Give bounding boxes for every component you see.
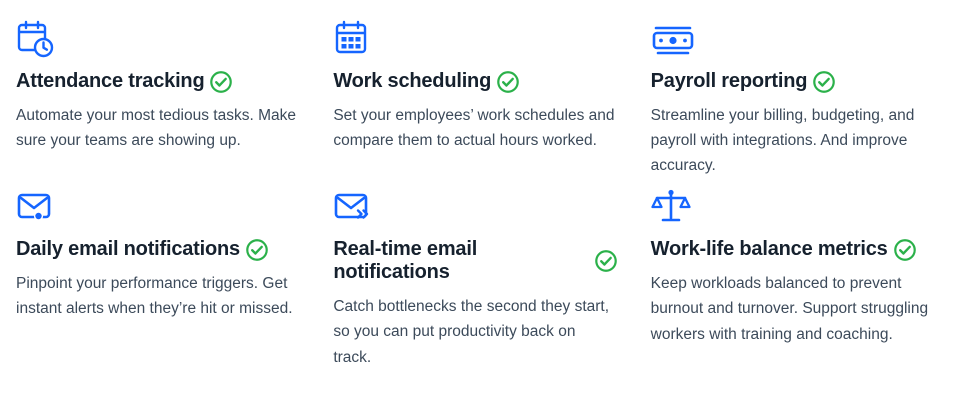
feature-card-real-time-email-notifications [333, 184, 626, 369]
check-circle-icon [210, 71, 232, 93]
money-bill-icon [651, 16, 934, 62]
feature-description: Pinpoint your performance triggers. Get instant alerts when they’re hit or missed. [16, 275, 293, 318]
calendar-grid-icon [333, 16, 616, 62]
feature-title-row [651, 70, 934, 93]
feature-title: Daily email notifications [16, 238, 240, 261]
feature-description: Keep workloads balanced to prevent burnout and turnover. Support struggling workers with training and coaching. [650, 275, 929, 343]
check-circle-icon [813, 71, 835, 93]
feature-title: Work scheduling [333, 70, 492, 92]
check-circle-icon [595, 250, 617, 272]
check-circle-icon [497, 71, 519, 93]
scales-balance-icon [651, 184, 934, 230]
feature-card-daily-email-notifications [16, 184, 309, 369]
feature-description: Catch bottlenecks the second they start, so you can put productivity back on track. [333, 298, 610, 366]
feature-title-row [16, 238, 299, 261]
feature-title-row [16, 70, 299, 93]
feature-card-work-scheduling [333, 16, 626, 178]
check-circle-icon [894, 239, 916, 261]
feature-card-attendance-tracking [16, 16, 309, 178]
feature-title: Work-life balance metrics [650, 238, 888, 261]
feature-title-row [651, 238, 934, 261]
feature-title: Attendance tracking [16, 70, 205, 92]
check-circle-icon [246, 239, 268, 261]
feature-card-payroll-reporting [651, 16, 944, 178]
feature-description: Automate your most tedious tasks. Make sure your teams are showing up. [16, 107, 296, 150]
envelope-dot-icon [16, 184, 299, 230]
feature-description: Streamline your billing, budgeting, and payroll with integrations. And improve accuracy. [650, 107, 915, 175]
feature-title-row [333, 70, 616, 93]
calendar-clock-icon [16, 16, 299, 62]
feature-description: Set your employees’ work schedules and compare them to actual hours worked. [333, 107, 615, 150]
feature-title-row [333, 238, 616, 284]
feature-title: Payroll reporting [650, 70, 808, 92]
envelope-fast-icon [333, 184, 616, 230]
feature-title: Real-time email notifications [333, 238, 478, 284]
feature-card-work-life-balance-metrics [651, 184, 944, 369]
